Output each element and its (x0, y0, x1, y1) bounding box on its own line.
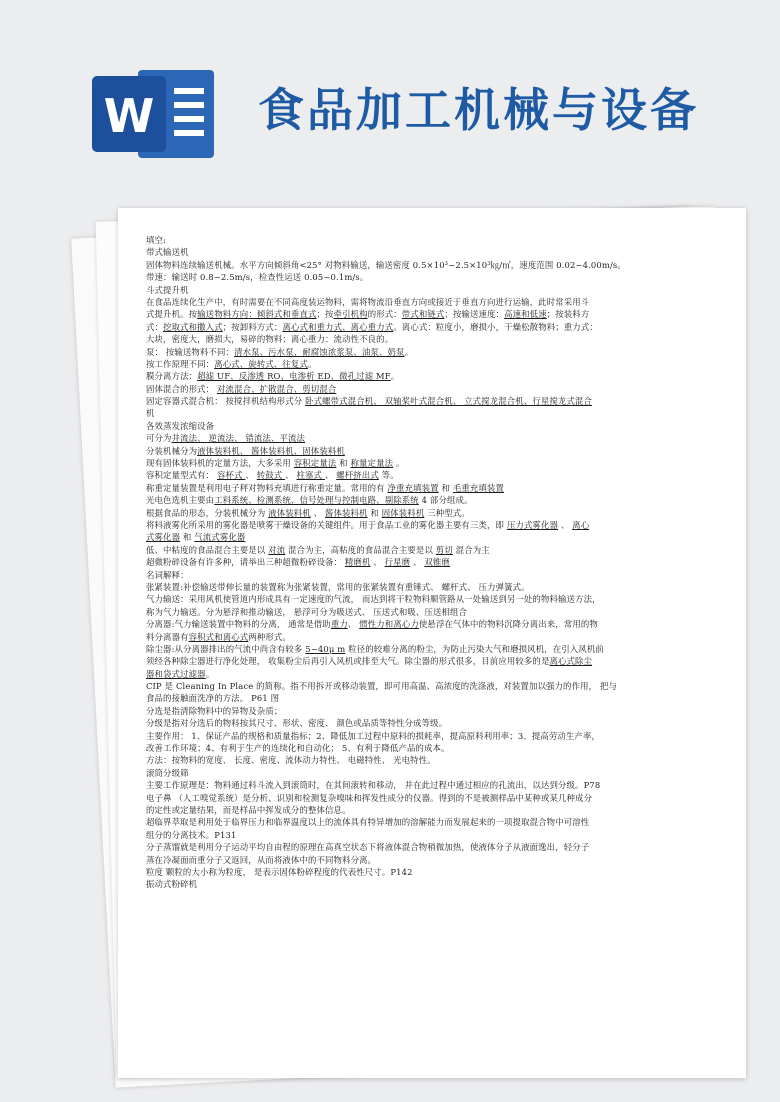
document-line (146, 742, 730, 754)
text-run: 固体混合的形式： (146, 383, 218, 394)
text-run: 混合为主 (452, 544, 490, 555)
underlined-answer: 剪切 (435, 544, 453, 555)
text-run: 按工作原理不同： (146, 358, 215, 369)
document-line (146, 717, 730, 729)
text-run: 和 (336, 458, 351, 469)
text-run: 使悬浮在气体中的物料沉降分离出来，常用的物 (418, 619, 598, 630)
text-run: 组分的分离技术。P131 (146, 829, 237, 840)
document-line (146, 346, 730, 358)
underlined-answer: 行星磨 (384, 557, 411, 568)
text-run: 和 (180, 532, 195, 543)
document-line (146, 321, 730, 333)
text-run: 现有固体装料机的定量方法，大多采用 (146, 458, 294, 469)
text-run: 料分离器有 (146, 631, 189, 642)
underlined-answer: 净重充填装置 (387, 482, 439, 493)
text-run: 带速：输送时 0.8~2.5m/s，检查性运送 0.05~0.1m/s。 (146, 272, 369, 283)
document-line (146, 420, 730, 432)
document-line (146, 507, 730, 519)
underlined-answer: 螺杆挤出式 (336, 470, 379, 481)
document-line (146, 531, 730, 543)
document-line (146, 271, 730, 283)
document-line (146, 333, 730, 345)
document-line (146, 668, 730, 680)
text-run: 混合为主，高粘度的食品混合主要是以 (285, 544, 436, 555)
text-run: 可分为 (146, 433, 172, 444)
underlined-answer: 毛重充填装置 (452, 482, 504, 493)
text-run: 大块，密度大，磨损大，易碎的物料；离心重力：流动性不良的。 (146, 334, 394, 345)
document-line (146, 779, 730, 791)
document-line (146, 593, 730, 605)
text-run: 光电色选机主要由 (146, 495, 215, 506)
document-line (146, 432, 730, 444)
text-run: 容积定量型式有： (146, 470, 218, 481)
underlined-answer: ：倾斜式和垂直式 (248, 309, 317, 320)
underlined-answer: 容积式和离心式 (188, 631, 249, 642)
text-run: 和 (367, 507, 382, 518)
underlined-answer: 酱体装料机 (324, 507, 368, 518)
document-line (146, 296, 730, 308)
underlined-answer: 高速和低速 (504, 309, 547, 320)
text-run: 等。 (378, 470, 399, 481)
text-run: 称重定量装置是利用电子秤对物料充填进行称重定量。常用的有 (146, 482, 388, 493)
text-run: 气力输送：采用风机使管道内形成具有一定速度的气流， 而达到将干粒物料顺管路从一处输送到另一处的物料输送方法， (146, 594, 601, 605)
text-run: ；按装料方 (546, 309, 590, 320)
text-run: 名词解释： (146, 569, 189, 580)
underlined-answer: 重力 (330, 619, 348, 630)
underlined-answer: 容积定量法 (293, 458, 337, 469)
text-run: 、 (324, 470, 337, 481)
document-line (146, 234, 730, 246)
text-run: 。 (393, 458, 405, 469)
document-line (146, 730, 730, 742)
document-body (146, 234, 730, 891)
document-line (146, 854, 730, 866)
text-run: 须经各种除尘器进行净化处理， 收集粉尘后再引入风机或排至大气。除尘器的形式很多，目前应用较多的是 (146, 656, 550, 667)
text-run: 主要作用： 1、保证产品的规格和质量指标；2、降低加工过程中原料的损耗率，提高原料利用率；3、提高劳动生产率， (146, 730, 601, 741)
text-run: 、 (310, 507, 325, 518)
text-run: 方法：按物料的宽度、 长度、密度、流体动力特性、 电磁特性、 光电特性。 (146, 755, 436, 766)
text-run: 三种型式。 (424, 507, 470, 518)
text-run: 超临界萃取是利用处于临界压力和临界温度以上的流体具有特异增加的溶解能力而发展起来的一项提取混合物中可溶性 (146, 817, 590, 828)
word-logo-letter: W (103, 89, 155, 143)
text-run: 粒度 颗粒的大小称为粒度， 是表示固体粉碎程度的代表性尺寸。P142 (146, 866, 413, 877)
document-line (146, 581, 730, 593)
document-line (146, 482, 730, 494)
text-run: 在食品连续化生产中，有时需要在不同高度装运物料，需将物流沿垂直方向或接近于垂直方向进行运输，此时常采用斗 (146, 296, 590, 307)
text-run: ；按输送速度： (444, 309, 505, 320)
text-run: 斗式提升机 (146, 284, 189, 295)
document-line (146, 655, 730, 667)
text-run: 膜分离方法： (146, 371, 198, 382)
document-line (146, 569, 730, 581)
text-run: 两种形式。 (248, 631, 291, 642)
document-line (146, 866, 730, 878)
text-run: 各效蒸发浓缩设备 (146, 420, 215, 431)
underlined-answer: 容杯式 (217, 470, 246, 481)
document-line (146, 767, 730, 779)
text-run: 式： (146, 321, 164, 332)
underlined-answer: 器和袋式过滤器 (146, 668, 206, 679)
document-line (146, 829, 730, 841)
underlined-answer: 对流混合、扩散混合、剪切混合 (217, 383, 337, 394)
document-line (146, 692, 730, 704)
underlined-answer: 输送物料方向 (197, 309, 249, 320)
text-run: 食品的接触面洗净的方法。 P61 图 (146, 693, 280, 704)
document-line (146, 519, 730, 531)
text-run: ；按卸料方式： (222, 321, 283, 332)
document-line (146, 469, 730, 481)
document-line (146, 878, 730, 890)
underlined-answer: 离心式、旋转式、往复式 (214, 358, 308, 369)
underlined-answer: 离心式除尘 (549, 656, 593, 667)
word-logo-icon (92, 70, 214, 158)
document-line (146, 494, 730, 506)
underlined-answer: 超滤 UF、反渗透 RO、电渗析 ED、微孔过滤 MF (197, 371, 391, 382)
underlined-answer: 惯性力和离心力 (359, 619, 419, 630)
document-line (146, 445, 730, 457)
text-run: 滚筒分级筛 (146, 767, 189, 778)
document-page (118, 208, 746, 1078)
text-run: 分离器:气力输送装置中物料的分离， 通常是借助 (146, 619, 331, 630)
text-run: 。 (404, 346, 414, 357)
document-line (146, 259, 730, 271)
text-run: 、 (558, 519, 573, 530)
text-run: ；按 (316, 309, 334, 320)
document-line (146, 680, 730, 692)
text-run: 、 (347, 619, 360, 630)
text-run: 超微粉碎设备有许多种，请举出三种超微粉碎设备： (146, 557, 345, 568)
document-line (146, 284, 730, 296)
document-line (146, 383, 730, 395)
underlined-answer: 卧式螺带式混合机、 双轴桨叶式混合机、 立式搅龙混合机、行星搅龙式混合 (305, 396, 593, 407)
text-run: 式提升机。按 (146, 309, 198, 320)
document-line (146, 544, 730, 556)
underlined-answer: 带式和链式 (401, 309, 445, 320)
underlined-answer: 并流法、 逆流法、 错流法、平流法 (171, 433, 306, 444)
document-line (146, 631, 730, 643)
underlined-answer: 气流式雾化器 (194, 532, 246, 543)
text-run: 张紧装置:补偿输送带伸长量的装置称为张紧装置，常用的张紧装置有重锤式、 螺杆式、 压力弹簧式。 (146, 581, 530, 592)
underlined-answer: 挖取式和撒入式 (163, 321, 223, 332)
text-run: 分级是指对分选后的物料按其尺寸、形状、密度、 颜色或品质等特性分成等级。 (146, 718, 448, 729)
document-line (146, 370, 730, 382)
text-run: 固体物料连续输送机械。水平方向倾斜角<25° 对物料输送，输送密度 0.5×10³~2.5×10³㎏/㎡，速度范围 0.02~4.00m/s。 (146, 259, 626, 270)
underlined-answer: 离心式和重力式、离心重力式 (282, 321, 394, 332)
text-run: 分装机械分为 (146, 445, 198, 456)
document-line (146, 816, 730, 828)
document-line (146, 395, 730, 407)
document-line (146, 792, 730, 804)
text-run: 、 (410, 557, 425, 568)
underlined-answer: 牵引机构 (333, 309, 368, 320)
text-run: 根据食品的形态，分装机械分为 (146, 507, 269, 518)
document-line (146, 643, 730, 655)
document-line (146, 358, 730, 370)
text-run: 电子鼻 （人工嗅觉系统）是分析、识别和检测复杂嗅味和挥发性成分的仪器。得到的不是被测样品中某种或某几种成分 (146, 792, 593, 803)
text-run: CIP 是 Cleaning In Place 的简称。指不用拆开或移动装置，即可用高温、高浓度的洗涤液，对装置加以强力的作用， 把与 (146, 681, 618, 692)
underlined-answer: 工料系统、检测系统、信号处理与控制电路、剔除系统 (214, 495, 419, 506)
text-run: 称为气力输送。分为悬浮和推动输送， 悬浮可分为吸送式、 压送式和吸、压送相组合 (146, 606, 468, 617)
document-line (146, 246, 730, 258)
underlined-answer: 液体装料机 (268, 507, 311, 518)
text-run: 将料液雾化所采用的雾化器是喷雾干燥设备的关键组件。用于食品工业的雾化器主要有三类，即 (146, 519, 507, 530)
text-run: 的定性或定量结果，而是样品中挥发成分的整体信息。 (146, 804, 351, 815)
document-line (146, 804, 730, 816)
document-line (146, 841, 730, 853)
text-run: 粒径的较难分离的粉尘，为防止污染大气和磨损风机，在引入风机前 (345, 643, 604, 654)
text-run: 和 (438, 482, 453, 493)
underlined-answer: 双锥磨 (424, 557, 450, 568)
document-line (146, 606, 730, 618)
document-line (146, 407, 730, 419)
text-run: 、 (285, 470, 297, 481)
underlined-answer: 压力式雾化器 (506, 519, 559, 530)
text-run: 固定容器式混合机： 按搅拌机结构形式分 (146, 396, 306, 407)
underlined-answer: 5~40μ m (305, 643, 346, 654)
underlined-answer: 液体装料机、 酱体装料机、固体装料机 (197, 445, 345, 456)
text-run: 。离心式：粒度小，磨损小，干燥松散物料；重力式： (393, 321, 598, 332)
text-run: 除尘器:从分离器排出的气流中尚含有较多 (146, 643, 306, 654)
text-run: 。 (307, 358, 317, 369)
text-run: 带式输送机 (146, 247, 189, 258)
underlined-answer: 称量定量法 (350, 458, 394, 469)
underlined-answer: 柱塞式 (296, 470, 325, 481)
document-line (146, 618, 730, 630)
text-run: 分子蒸馏就是利用分子运动平均自由程的原理在高真空状态下将液体混合物稍微加热，使液体分子从液面逸出，轻分子 (146, 842, 590, 853)
text-run: 、 (370, 557, 385, 568)
underlined-answer: 对流 (268, 544, 286, 555)
text-run: 4 部分组成。 (418, 495, 473, 506)
underlined-answer: 离心 (572, 519, 590, 530)
document-line (146, 556, 730, 568)
underlined-answer: 精磨机 (344, 557, 371, 568)
text-run: 改善工作环境；4、有利于生产的连续化和自动化； 5、有利于降低产品的成本。 (146, 743, 450, 754)
page-title: 食品加工机械与设备 (258, 83, 699, 137)
text-run: 机 (146, 408, 155, 419)
text-run: 填空: (146, 235, 167, 245)
text-run: 振动式粉碎机 (146, 879, 198, 890)
document-line (146, 705, 730, 717)
document-line (146, 754, 730, 766)
underlined-answer: 固体装料机 (381, 507, 425, 518)
text-run: 蒸在冷凝面而重分子又返回，从而将液体中的不同物料分离。 (146, 854, 377, 865)
text-run: 的形式： (367, 309, 402, 320)
underlined-answer: 转鼓式 (256, 470, 286, 481)
underlined-answer: 式雾化器 (146, 532, 181, 543)
text-run: 分选是指清除物料中的异物及杂质； (146, 705, 283, 716)
text-run: 泵： 按输送物料不同： (146, 346, 235, 357)
text-run: 。 (390, 371, 400, 382)
text-run: 、 (245, 470, 257, 481)
text-run: 低、中粘度的食品混合主要是以 (146, 544, 269, 555)
document-line (146, 457, 730, 469)
underlined-answer: 清水泵、污水泵、耐腐蚀浓浆泵、油泵、奶泵 (234, 346, 405, 357)
document-line (146, 308, 730, 320)
text-run: 。 (205, 668, 215, 679)
text-run: 主要工作原理是：物料通过料斗流入到滚筒时，在其间滚转和移动， 并在此过程中通过相应的孔流出，以达到分级。P78 (146, 780, 601, 791)
